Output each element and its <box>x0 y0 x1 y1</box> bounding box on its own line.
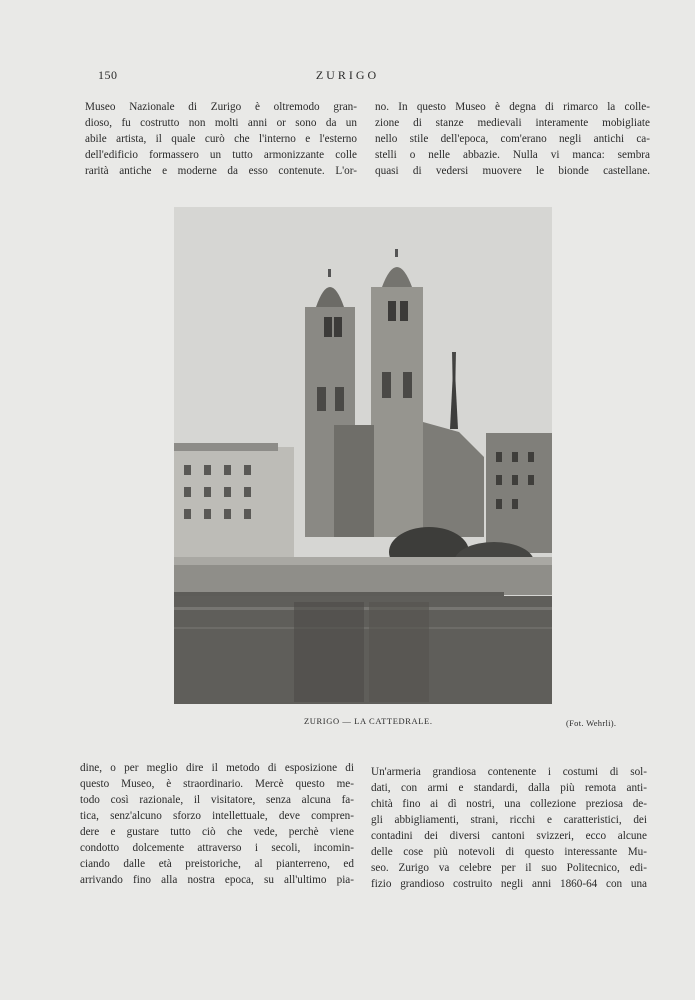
text-line: dere e gustare tutto ciò che vede, perchè viene <box>80 826 354 838</box>
text-line: chità fino ai dì nostri, una collezione preziosa de- <box>371 798 647 810</box>
text-line: todo così razionale, il visitatore, senza alcuna fa- <box>80 794 354 806</box>
text-line: stelli o nelle abbazie. Nulla vi manca: sembra <box>375 149 650 161</box>
text-column-top-left <box>85 99 357 179</box>
text-line: dell'edificio formassero un tutto armonizzante colle <box>85 149 357 161</box>
text-line: dioso, fu costrutto non molti anni or sono da un <box>85 117 357 129</box>
text-line: dati, con armi e standardi, dalla più remota anti- <box>371 782 647 794</box>
text-line: ciando dalle età preistoriche, al pianterreno, ed <box>80 858 354 870</box>
text-line: Museo Nazionale di Zurigo è oltremodo gran- <box>85 101 357 113</box>
page-number: 150 <box>98 68 118 82</box>
text-line: gli abbigliamenti, strani, ricchi e caratteristici, dei <box>371 814 647 826</box>
text-line: abile artista, il quale curò che l'interno e l'esterno <box>85 133 357 145</box>
text-line: rarità antiche e moderne da esso contenute. L'or- <box>85 165 357 177</box>
text-line: no. In questo Museo è degna di rimarco la colle- <box>375 101 650 113</box>
text-line: tica, senz'alcuno sforzo intellettuale, deve compren- <box>80 810 354 822</box>
text-line: Un'armeria grandiosa contenente i costumi di sol- <box>371 766 647 778</box>
text-line: dine, o per meglio dire il metodo di esposizione di <box>80 762 354 774</box>
text-line: delle cose più notevoli di questo interessante Mu- <box>371 846 647 858</box>
text-line: zione di stanze medievali interamente mobigliate <box>375 117 650 129</box>
text-line: questo Museo, è straordinario. Mercè questo me- <box>80 778 354 790</box>
cathedral-photo <box>174 207 552 704</box>
text-column-bottom-left <box>80 760 354 888</box>
text-line: quasi di vedersi muovere le bionde castellane. <box>375 165 650 177</box>
text-line: contadini dei diversi cantoni svizzeri, ecco alcune <box>371 830 647 842</box>
running-title: ZURIGO <box>315 68 380 82</box>
cathedral-illustration <box>174 207 552 704</box>
text-line: condotto dolcemente attraverso i secoli, incomin- <box>80 842 354 854</box>
photo-credit: (Fot. Wehrli). <box>566 718 617 728</box>
text-line: arrivando fino alla nostra epoca, su all'ultimo pia- <box>80 874 354 886</box>
text-line: seo. Zurigo va celebre per il suo Politecnico, edi- <box>371 862 647 874</box>
figure-caption: ZURIGO — LA CATTEDRALE. <box>304 716 433 726</box>
text-line: fizio grandioso costruito negli anni 1860-64 con una <box>371 878 647 890</box>
text-column-top-right <box>375 99 650 179</box>
text-column-bottom-right <box>371 764 647 892</box>
text-line: nello stile dell'epoca, com'erano negli antichi ca- <box>375 133 650 145</box>
